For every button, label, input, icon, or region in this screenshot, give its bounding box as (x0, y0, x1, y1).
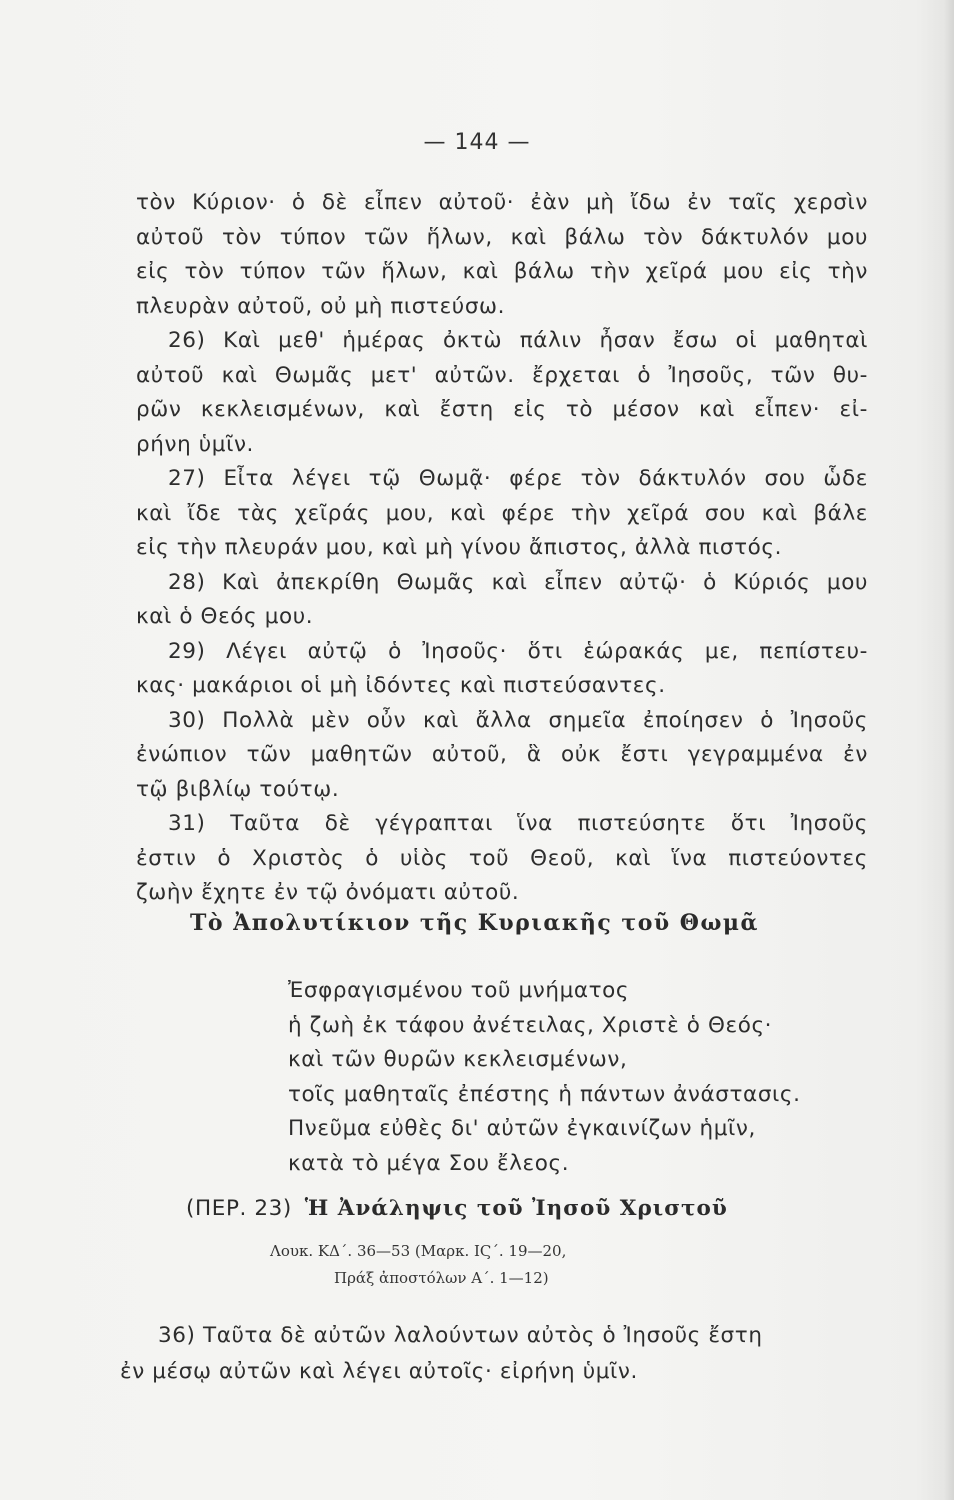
reference-line: Λουκ. ΚΔ΄. 36—53 (Μαρκ. ΙϚ΄. 19—20, (270, 1242, 567, 1260)
hymn-text (288, 974, 848, 1181)
text-line: εἰς τὸν τύπον τῶν ἥλων, καὶ βάλω τὴν χεῖρά μου εἰς τὴν (136, 259, 868, 284)
text-line: κας· μακάριοι οἱ μὴ ἰδόντες καὶ πιστεύσαντες. (136, 673, 666, 698)
text-line: καὶ ἴδε τὰς χεῖράς μου, καὶ φέρε τὴν χεῖρά σου καὶ βάλε (136, 500, 868, 526)
apolytikion-heading: Τὸ Ἀπολυτίκιον τῆς Κυριακῆς τοῦ Θωμᾶ (190, 910, 759, 936)
reference-line: Πράξ ἀποστόλων Α΄. 1—12) (334, 1269, 549, 1287)
text-line: ἐν μέσῳ αὐτῶν καὶ λέγει αὐτοῖς· εἰρήνη ὑμῖν. (120, 1359, 638, 1384)
text-line: ζωὴν ἔχητε ἐν τῷ ὀνόματι αὐτοῦ. (136, 880, 520, 905)
hymn-line: κατὰ τὸ μέγα Σου ἔλεος. (288, 1150, 570, 1176)
text-line: αὐτοῦ καὶ Θωμᾶς μετ' αὐτῶν. ἔρχεται ὁ Ἰησοῦς, τῶν θυ- (136, 362, 868, 388)
text-line: ἐστιν ὁ Χριστὸς ὁ υἱὸς τοῦ Θεοῦ, καὶ ἵνα πιστεύοντες (136, 845, 868, 871)
text-line: ἐνώπιον τῶν μαθητῶν αὐτοῦ, ἃ οὐκ ἔστι γεγραμμένα ἐν (136, 742, 868, 767)
verse-26-line: 26) Καὶ μεθ' ἡμέρας ὀκτὼ πάλιν ἦσαν ἔσω οἱ μαθηταὶ (168, 328, 868, 353)
page-edge-shadow (944, 0, 954, 1500)
hymn-line: Ἐσφραγισμένου τοῦ μνήματος (288, 978, 630, 1003)
text-line: ρήνη ὑμῖν. (136, 431, 254, 457)
verse-29-line: 29) Λέγει αὐτῷ ὁ Ἰησοῦς· ὅτι ἑώρακάς με, πεπίστευ- (168, 638, 868, 664)
text-line: τὸν Κύριον· ὁ δὲ εἶπεν αὐτοῦ· ἐὰν μὴ ἴδω ἐν ταῖς χερσὶν (136, 190, 868, 215)
verse-36-line: 36) Ταῦτα δὲ αὐτῶν λαλούντων αὐτὸς ὁ Ἰησοῦς ἔστη (158, 1323, 763, 1348)
gospel-text (136, 186, 868, 911)
verse-31-line: 31) Ταῦτα δὲ γέγραπται ἵνα πιστεύσητε ὅτι Ἰησοῦς (168, 811, 868, 836)
text-line: καὶ ὁ Θεός μου. (136, 604, 314, 629)
verse-28-line: 28) Καὶ ἀπεκρίθη Θωμᾶς καὶ εἶπεν αὐτῷ· ὁ Κύριός μου (168, 569, 868, 595)
pericope-heading (186, 1196, 728, 1221)
hymn-line: καὶ τῶν θυρῶν κεκλεισμένων, (288, 1047, 628, 1072)
closing-verse (120, 1318, 844, 1390)
pericope-title: Ἡ Ἀνάληψις τοῦ Ἰησοῦ Χριστοῦ (304, 1196, 728, 1221)
hymn-line: τοῖς μαθηταῖς ἐπέστης ἡ πάντων ἀνάστασις. (288, 1081, 801, 1107)
hymn-line: ἡ ζωὴ ἐκ τάφου ἀνέτειλας, Χριστὲ ὁ Θεός· (288, 1012, 773, 1038)
scripture-references (270, 1238, 566, 1292)
text-line: ρῶν κεκλεισμένων, καὶ ἔστη εἰς τὸ μέσον καὶ εἶπεν· εἰ- (136, 397, 868, 422)
verse-30-line: 30) Πολλὰ μὲν οὖν καὶ ἄλλα σημεῖα ἐποίησεν ὁ Ἰησοῦς (168, 707, 868, 733)
text-line: αὐτοῦ τὸν τύπον τῶν ἥλων, καὶ βάλω τὸν δάκτυλόν μου (136, 224, 868, 250)
pericope-number: (ΠΕΡ. 23) (186, 1196, 292, 1221)
hymn-line: Πνεῦμα εὐθὲς δι' αὐτῶν ἐγκαινίζων ἡμῖν, (288, 1116, 756, 1141)
text-line: πλευρὰν αὐτοῦ, οὐ μὴ πιστεύσω. (136, 293, 506, 319)
verse-27-line: 27) Εἶτα λέγει τῷ Θωμᾷ· φέρε τὸν δάκτυλόν σου ὧδε (168, 466, 868, 491)
page-number: — 144 — (423, 130, 531, 155)
text-line: τῷ βιβλίῳ τούτῳ. (136, 776, 340, 802)
text-line: εἰς τὴν πλευράν μου, καὶ μὴ γίνου ἄπιστος, ἀλλὰ πιστός. (136, 535, 783, 560)
